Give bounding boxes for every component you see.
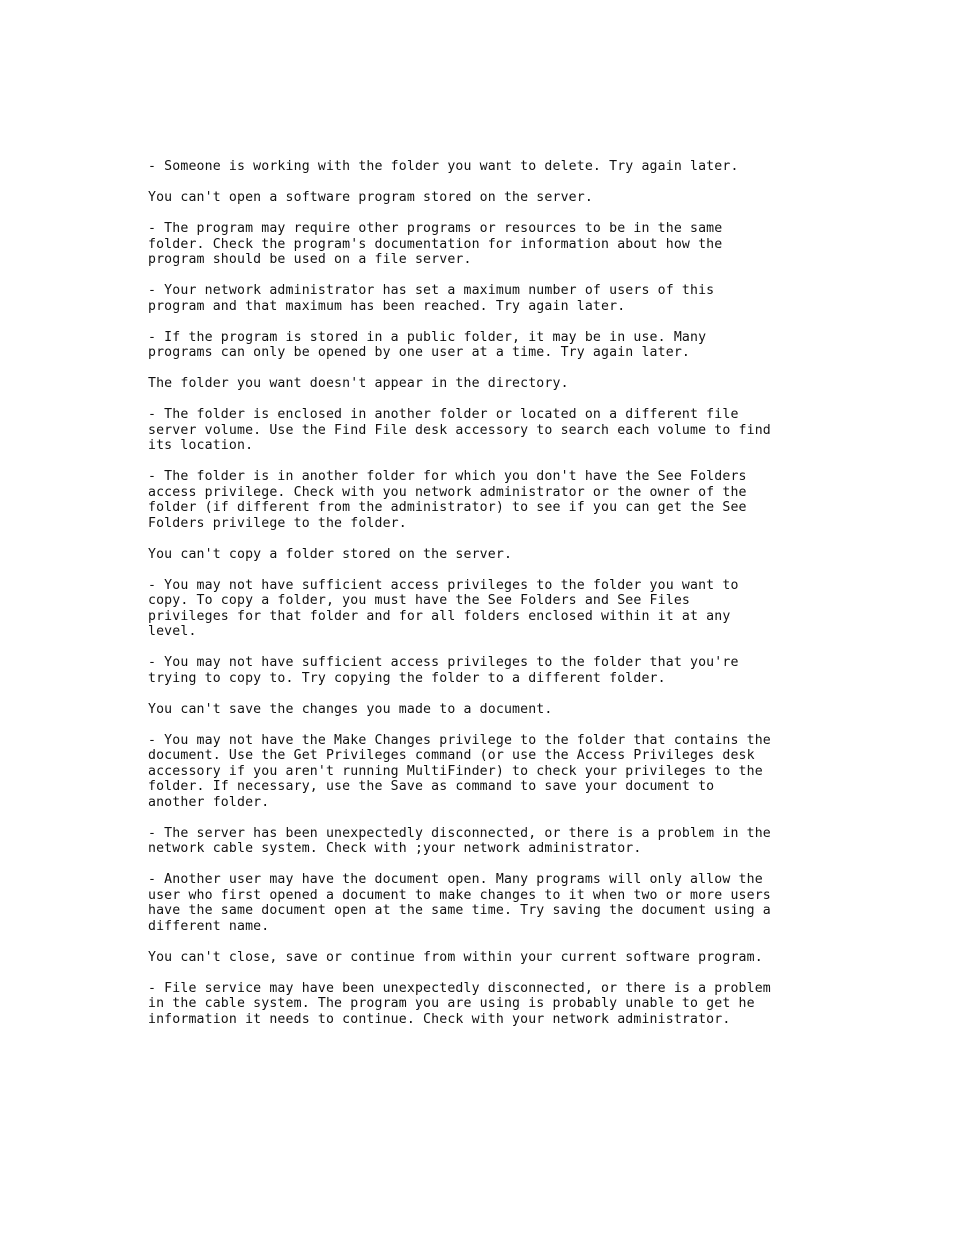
paragraph-8: - The folder is in another folder for which you don't have the See Folders access privilege. Check with you network administrator or the owner of the folder (if different from the administrator) to see if you can get the See Folders privilege to the folder. — [148, 469, 747, 531]
paragraph-14: - The server has been unexpectedly disconnected, or there is a problem in the network cable system. Check with ;your network administrator. — [148, 825, 771, 856]
paragraph-7: - The folder is enclosed in another folder or located on a different file server volume. Use the Find File desk accessory to search each volume to find its location. — [148, 407, 771, 453]
paragraph-11: - You may not have sufficient access privileges to the folder that you're trying to copy to. Try copying the folder to a different folder. — [148, 655, 739, 686]
heading-cannot-open-program: You can't open a software program stored on the server. — [148, 190, 593, 205]
heading-folder-not-in-directory: The folder you want doesn't appear in the directory. — [148, 376, 569, 391]
paragraph-5: - If the program is stored in a public folder, it may be in use. Many programs can only be opened by one user at a time. Try again later. — [148, 329, 707, 360]
document-page — [148, 159, 848, 1043]
paragraph-17: - File service may have been unexpectedly disconnected, or there is a problem in the cable system. The program you are using is probably unable to get he information it needs to continue. Check with your network administrator. — [148, 980, 771, 1027]
paragraph-1: - Someone is working with the folder you want to delete. Try again later. — [148, 159, 739, 174]
heading-cannot-close-save-continue: You can't close, save or continue from within your current software program. — [148, 949, 763, 965]
paragraph-10: - You may not have sufficient access privileges to the folder you want to copy. To copy a folder, you must have the See Folders and See Files privileges for that folder and for all folders enclosed within it at any level. — [148, 577, 739, 639]
paragraph-3: - The program may require other programs or resources to be in the same folder. Check the program's documentation for information about how the program should be used on a file server. — [148, 221, 723, 267]
paragraph-4: - Your network administrator has set a maximum number of users of this program and that maximum has been reached. Try again later. — [148, 283, 715, 314]
paragraph-15: - Another user may have the document open. Many programs will only allow the user who first opened a document to make changes to it when two or more users have the same document open at the same time. Try saving the document using a different name. — [148, 872, 771, 934]
heading-cannot-save-changes: You can't save the changes you made to a document. — [148, 701, 553, 717]
heading-cannot-copy-folder: You can't copy a folder stored on the server. — [148, 546, 513, 562]
paragraph-13: - You may not have the Make Changes privilege to the folder that contains the document. Use the Get Privileges command (or use the Access Privileges desk accessory if you aren't running MultiFinder) to check your privileges to the folder. If necessary, use the Save as command to save your document to another folder. — [148, 732, 771, 810]
